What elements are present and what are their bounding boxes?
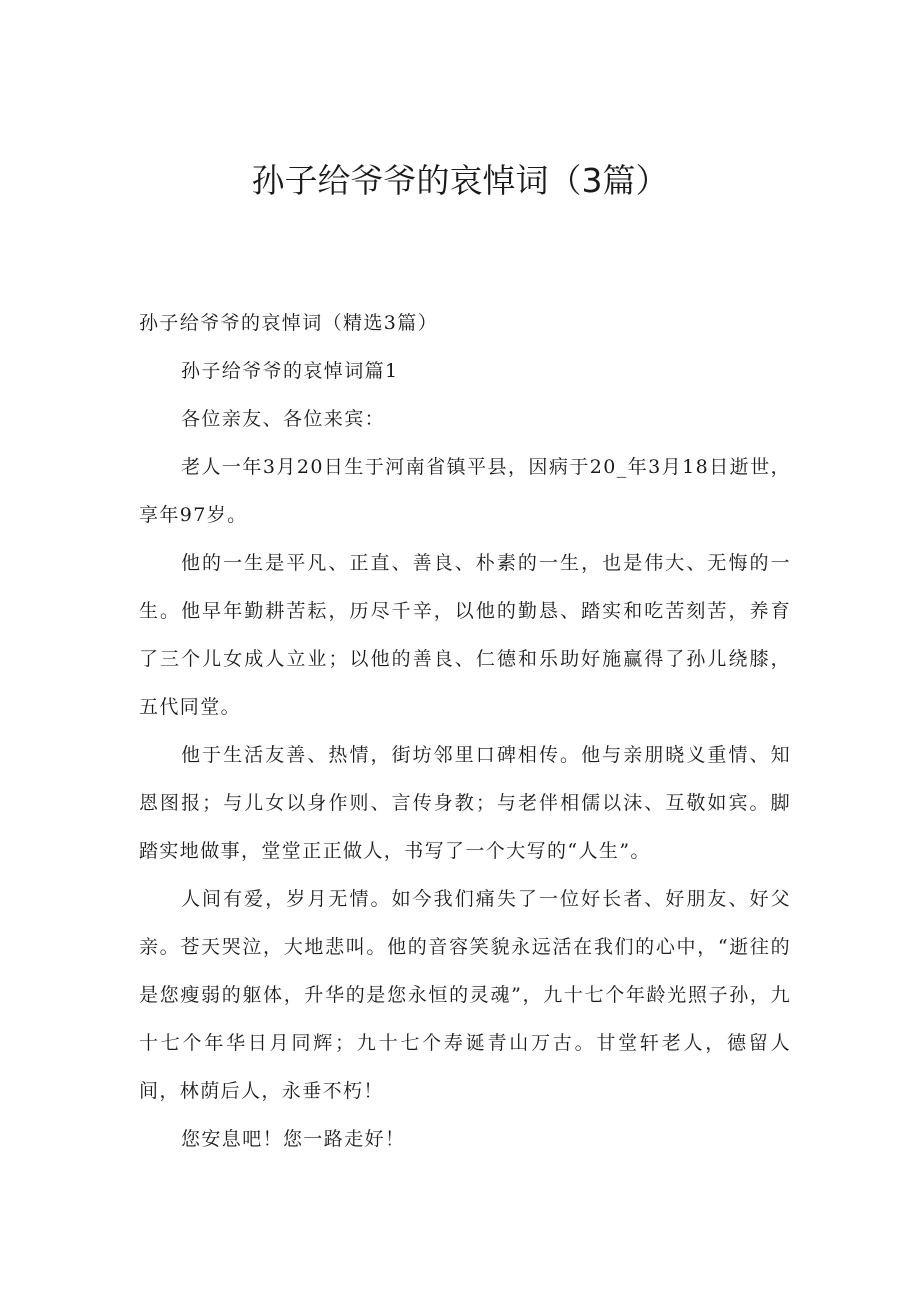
paragraph-farewell: 您安息吧！您一路走好！ bbox=[181, 1128, 406, 1150]
paragraph-salutation: 各位亲友、各位来宾： bbox=[181, 408, 386, 430]
paragraph-section-heading: 孙子给爷爷的哀悼词篇1 bbox=[181, 360, 399, 382]
paragraph-character: 他于生活友善、热情，街坊邻里口碑相传。他与亲朋晓义重情、知恩图报；与儿女以身作则、言传身教；与老伴相儒以沫、互敬如宾。脚踏实地做事，堂堂正正做人，书写了一个大写的“人生”。 bbox=[139, 744, 791, 862]
paragraph-life-summary: 他的一生是平凡、正直、善良、朴素的一生，也是伟大、无悔的一生。他早年勤耕苦耘，历尽千辛，以他的勤恳、踏实和吃苦刻苦，养育了三个儿女成人立业；以他的善良、仁德和乐助好施赢得了孙儿绕膝，五代同堂。 bbox=[139, 552, 791, 718]
paragraph-collection-heading: 孙子给爷爷的哀悼词（精选3篇） bbox=[139, 312, 439, 334]
paragraph-birth-death: 老人一年3月20日生于河南省镇平县，因病于20_年3月18日逝世，享年97岁。 bbox=[139, 456, 791, 526]
paragraph-mourning: 人间有爱，岁月无情。如今我们痛失了一位好长者、好朋友、好父亲。苍天哭泣，大地悲叫。他的音容笑貌永远活在我们的心中，“逝往的是您瘦弱的躯体，升华的是您永恒的灵魂”，九十七个年龄光照子孙，九十七个年华日月同辉；九十七个寿诞青山万古。甘堂轩老人，德留人间，林荫后人，永垂不朽！ bbox=[139, 888, 791, 1102]
document-body bbox=[139, 299, 791, 1163]
document-title: 孙子给爷爷的哀悼词（3篇） bbox=[251, 161, 669, 200]
